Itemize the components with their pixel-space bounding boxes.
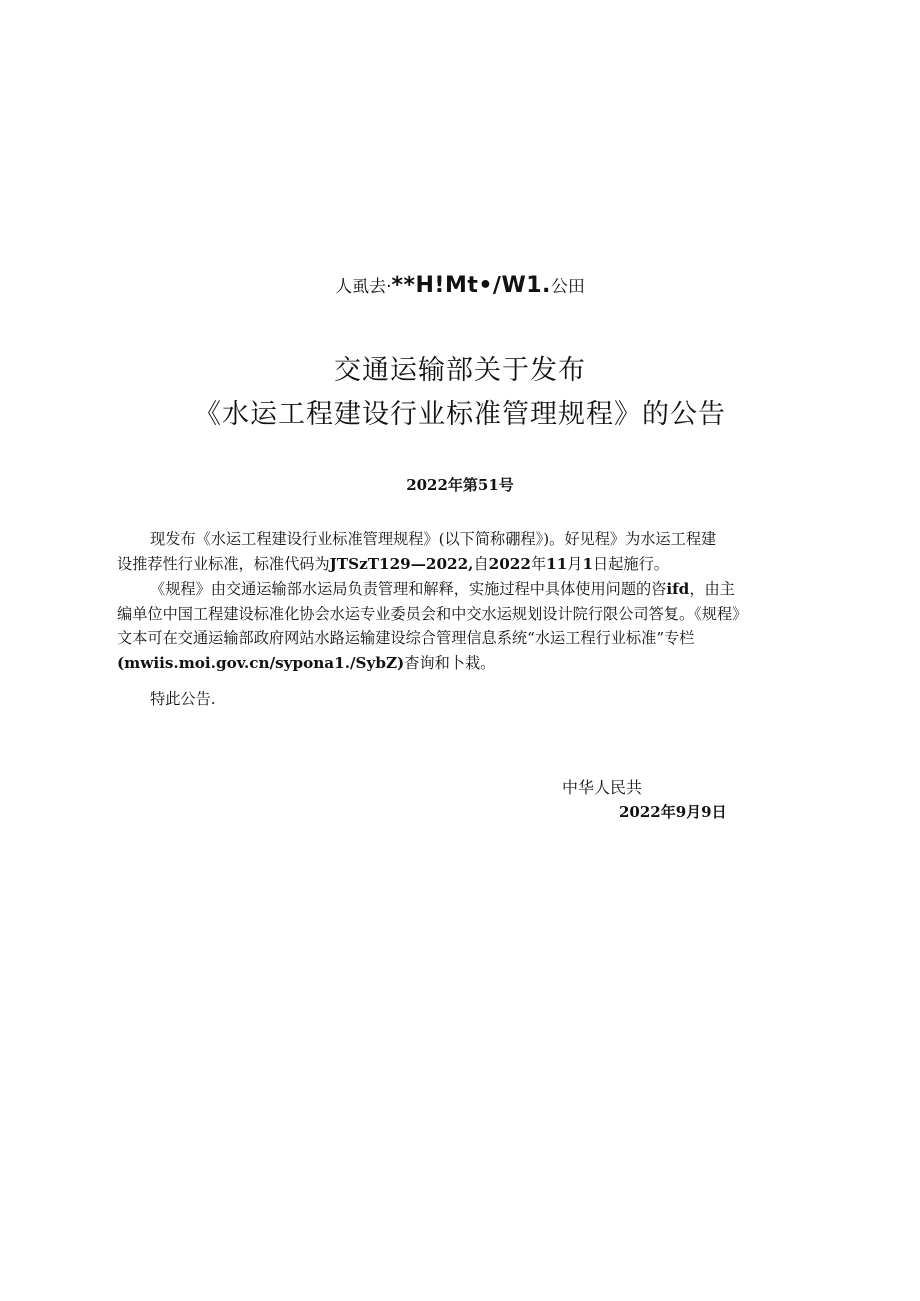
paragraph-2-line-4 <box>117 651 817 676</box>
text-run: ，由主 <box>689 580 735 598</box>
paragraph-1 <box>117 527 817 576</box>
signature-organization: 中华人民共 <box>562 778 643 797</box>
paragraph-1-line-2 <box>117 552 817 577</box>
website-url: (mwiis.moi.gov.cn∕sypona1./SybZ) <box>117 653 405 672</box>
standard-code: JTSzT129—2022, <box>329 554 474 573</box>
text-run: 自 <box>473 554 489 573</box>
paragraph-3 <box>117 687 817 712</box>
paragraph-2-line-3: 文本可在交通运输部政府网站水路运输建设综合管理信息系统“水运工程行业标准”专栏 <box>117 629 695 647</box>
header-bold-text: **H!Mt•∕W1. <box>391 273 551 298</box>
text-run: 设推荐性行业标准，标准代码为 <box>117 554 330 573</box>
signature-date: 2022年9月9日 <box>619 803 727 821</box>
paragraph-2 <box>117 577 817 675</box>
text-run: 《规程》由交通运输部水运局负责管理和解释，实施过程中具体使用问题的咨 <box>150 580 667 598</box>
header-line <box>0 272 920 298</box>
document-number: 2022年第51号 <box>406 476 514 494</box>
date-month: 11 <box>546 554 568 573</box>
text-run: 年 <box>530 554 547 573</box>
paragraph-1-line-1: 现发布《水运工程建设行业标准管理规程》(以下简称硼程》)。好见程》为水运工程建 <box>150 530 717 548</box>
text-run: 月 <box>567 554 583 573</box>
title-line-1: 交通运输部关于发布 <box>334 355 586 386</box>
date-day: 1 <box>582 554 594 573</box>
text-run-bold: ifd <box>666 580 690 598</box>
paragraph-2-line-2: 编单位中国工程建设标准化协会水运专业委员会和中交水运规划设计院行限公司答复。《规程》 <box>117 604 748 623</box>
text-run: 日起施行。 <box>593 554 669 573</box>
text-run: 杳询和卜栽。 <box>404 653 496 672</box>
date-year: 2022 <box>488 554 531 573</box>
paragraph-2-line-1 <box>117 577 817 602</box>
header-suffix: 公田 <box>550 277 585 297</box>
closing-line: 特此公告. <box>150 690 216 708</box>
title-line-2: 《水运工程建设行业标准管理规程》的公告 <box>194 399 726 430</box>
header-prefix: 人虱去· <box>335 277 392 297</box>
